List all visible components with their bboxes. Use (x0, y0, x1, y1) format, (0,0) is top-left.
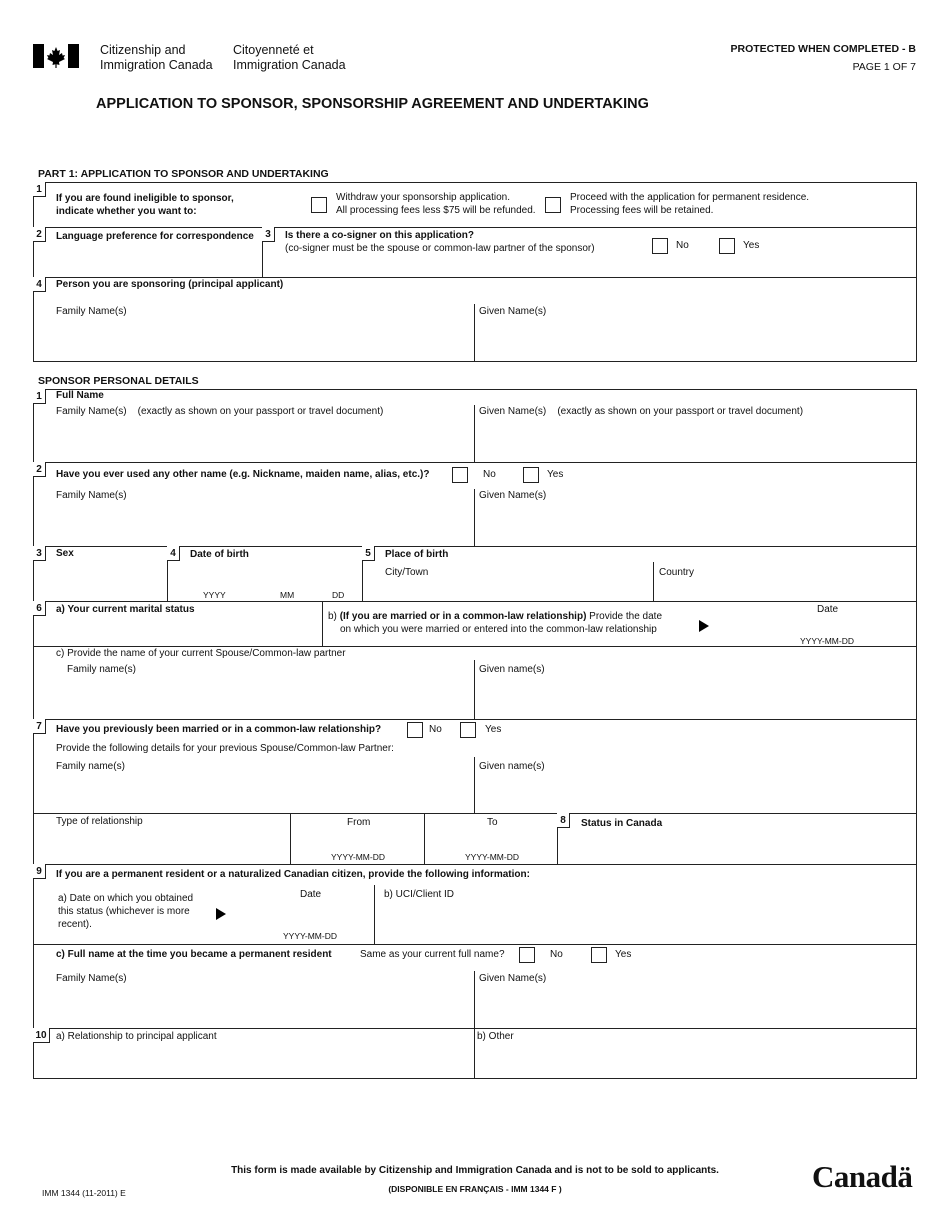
question-number: 9 (33, 864, 46, 879)
spouse-given-input[interactable] (480, 682, 910, 712)
ineligible-label-line1: If you are found ineligible to sponsor, (56, 193, 234, 204)
relationship-type-label: Type of relationship (56, 816, 143, 827)
prev-given-input[interactable] (480, 778, 910, 808)
prev-family-label: Family name(s) (56, 761, 125, 772)
relationship-pa-label: a) Relationship to principal applicant (56, 1031, 217, 1042)
status-canada-label: Status in Canada (581, 818, 663, 829)
prev-family-input[interactable] (40, 778, 468, 808)
sponsor-family-label: Family Name(s) (exactly as shown on your passport or travel document) (56, 406, 384, 417)
protected-label: PROTECTED WHEN COMPLETED - B (730, 43, 916, 55)
sponsor-heading: SPONSOR PERSONAL DETAILS (38, 375, 199, 387)
pr-family-input[interactable] (40, 990, 468, 1020)
marriage-date-question (328, 611, 662, 622)
spouse-family-label: Family name(s) (67, 664, 136, 675)
to-format: YYYY-MM-DD (465, 852, 519, 862)
spouse-family-input[interactable] (40, 682, 468, 712)
question-number: 3 (262, 227, 275, 242)
ineligible-label (56, 192, 234, 218)
question-number: 3 (33, 546, 46, 561)
current-spouse-label: c) Provide the name of your current Spouse/Common-law partner (56, 648, 346, 659)
marital-status-label: a) Your current marital status (56, 604, 195, 615)
previous-marriage-no-label: No (429, 724, 442, 735)
question-number: 1 (33, 182, 46, 197)
cosigner-no-label: No (676, 240, 689, 251)
same-name-yes-label: Yes (615, 949, 632, 960)
cosigner-label: Is there a co-signer on this application? (285, 230, 474, 241)
uci-label: b) UCI/Client ID (384, 889, 455, 900)
question-number: 4 (167, 546, 180, 561)
canada-wordmark: Canadä (812, 1159, 913, 1194)
proceed-option-label (570, 191, 809, 217)
question-number: 8 (557, 813, 570, 828)
sponsor-given-label: Given Name(s) (exactly as shown on your passport or travel document) (479, 406, 804, 417)
spouse-given-label: Given name(s) (479, 664, 545, 675)
part1-heading: PART 1: APPLICATION TO SPONSOR AND UNDERTAKING (38, 168, 329, 180)
marital-status-input[interactable] (40, 622, 316, 642)
pa-family-input[interactable] (40, 325, 468, 355)
cosigner-no-checkbox[interactable] (652, 238, 668, 254)
withdraw-line1: Withdraw your sponsorship application. (336, 192, 510, 203)
marriage-date-format: YYYY-MM-DD (800, 636, 854, 646)
full-name-label: Full Name (56, 390, 104, 401)
same-name-no-label: No (550, 949, 563, 960)
relationship-type-input[interactable] (40, 835, 284, 859)
question-number: 4 (33, 277, 46, 292)
sex-input[interactable] (40, 570, 160, 594)
other-name-no-checkbox[interactable] (452, 467, 468, 483)
pr-date-label (58, 892, 193, 931)
form-id: IMM 1344 (11-2011) E (42, 1188, 126, 1198)
language-label: Language preference for correspondence (56, 231, 254, 242)
department-name-fr (233, 43, 346, 73)
other-name-no-label: No (483, 469, 496, 480)
to-label: To (487, 817, 498, 828)
question-number: 2 (33, 227, 46, 242)
relationship-pa-input[interactable] (40, 1048, 468, 1074)
dept-en-line1: Citizenship and (100, 43, 186, 57)
pr-date-line2: this status (whichever is more (58, 906, 190, 917)
previous-marriage-label: Have you previously been married or in a common-law relationship? (56, 724, 382, 735)
dept-fr-line2: Immigration Canada (233, 58, 346, 72)
sponsor-family-input[interactable] (40, 425, 468, 455)
pa-given-label: Given Name(s) (479, 306, 547, 317)
uci-input[interactable] (384, 905, 910, 935)
sex-label: Sex (56, 548, 74, 559)
relationship-other-label: b) Other (477, 1031, 514, 1042)
pr-date-format: YYYY-MM-DD (283, 931, 337, 941)
principal-applicant-label: Person you are sponsoring (principal applicant) (56, 279, 284, 290)
birth-country-label: Country (659, 567, 695, 578)
dob-dd: DD (332, 590, 345, 600)
dept-fr-line1: Citoyenneté et (233, 43, 314, 57)
other-given-input[interactable] (480, 508, 910, 538)
marriage-b-bold: (If you are married or in a common-law relationship) (339, 611, 587, 622)
question-number: 5 (362, 546, 375, 561)
arrow-right-icon (216, 908, 226, 920)
pr-date-line1: a) Date on which you obtained (58, 893, 194, 904)
other-name-yes-checkbox[interactable] (523, 467, 539, 483)
dob-label: Date of birth (190, 549, 249, 560)
dob-yyyy: YYYY (203, 590, 226, 600)
pr-given-input[interactable] (480, 990, 910, 1020)
arrow-right-icon (699, 620, 709, 632)
question-number: 2 (33, 462, 46, 477)
withdraw-line2: All processing fees less $75 will be refunded. (336, 205, 536, 216)
pr-fullname-label: c) Full name at the time you became a permanent resident (56, 949, 332, 960)
previous-marriage-yes-checkbox[interactable] (460, 722, 476, 738)
other-given-label: Given Name(s) (479, 490, 547, 501)
to-date-input[interactable] (430, 832, 552, 850)
question-number: 7 (33, 719, 46, 734)
sponsor-given-input[interactable] (480, 425, 910, 455)
previous-marriage-no-checkbox[interactable] (407, 722, 423, 738)
dob-mm: MM (280, 590, 295, 600)
pa-family-label: Family Name(s) (56, 306, 127, 317)
form-title: APPLICATION TO SPONSOR, SPONSORSHIP AGREEMENT AND UNDERTAKING (96, 96, 649, 112)
cosigner-yes-label: Yes (743, 240, 760, 251)
department-name-en (100, 43, 213, 73)
other-name-yes-label: Yes (547, 469, 564, 480)
dob-input[interactable] (190, 566, 355, 588)
pr-given-label: Given Name(s) (479, 973, 547, 984)
pr-date-date-label: Date (300, 889, 322, 900)
same-name-no-checkbox[interactable] (519, 947, 535, 963)
birth-place-label: Place of birth (385, 549, 449, 560)
question-number: 1 (33, 389, 46, 404)
status-canada-input[interactable] (565, 836, 910, 858)
page-number: PAGE 1 OF 7 (852, 61, 916, 73)
birth-country-input[interactable] (659, 582, 911, 599)
pr-date-line3: recent). (58, 919, 92, 930)
footer-french: (DISPONIBLE EN FRANÇAIS - IMM 1344 F ) (388, 1184, 562, 1194)
ineligible-label-line2: indicate whether you want to: (56, 206, 197, 217)
question-number: 10 (33, 1028, 50, 1043)
marriage-date-line2: on which you were married or entered into the common-law relationship (340, 624, 657, 635)
proceed-line1: Proceed with the application for permanent residence. (570, 192, 810, 203)
marriage-b-rest: Provide the date (586, 611, 663, 622)
language-input[interactable] (40, 250, 255, 270)
pr-date-input[interactable] (240, 906, 368, 926)
previous-partner-instruction: Provide the following details for your previous Spouse/Common-law Partner: (56, 743, 394, 754)
prev-given-label: Given name(s) (479, 761, 545, 772)
pr-info-label: If you are a permanent resident or a naturalized Canadian citizen, provide the following information: (56, 869, 530, 880)
other-family-label: Family Name(s) (56, 490, 127, 501)
from-date-input[interactable] (296, 832, 418, 850)
withdraw-checkbox[interactable] (311, 197, 327, 213)
same-name-yes-checkbox[interactable] (591, 947, 607, 963)
question-number: 6 (33, 601, 46, 616)
marriage-date-label: Date (817, 604, 839, 615)
same-name-label: Same as your current full name? (360, 949, 505, 960)
other-family-input[interactable] (40, 508, 468, 538)
withdraw-option-label (336, 191, 536, 217)
previous-marriage-yes-label: Yes (485, 724, 502, 735)
from-label: From (347, 817, 371, 828)
marriage-b-prefix: b) (328, 611, 337, 622)
pa-given-input[interactable] (480, 325, 910, 355)
canada-flag-icon (33, 44, 79, 68)
marriage-date-input[interactable] (790, 617, 910, 635)
relationship-other-input[interactable] (480, 1048, 910, 1074)
dept-en-line2: Immigration Canada (100, 58, 213, 72)
proceed-line2: Processing fees will be retained. (570, 205, 714, 216)
other-name-label: Have you ever used any other name (e.g. Nickname, maiden name, alias, etc.)? (56, 469, 430, 480)
cosigner-yes-checkbox[interactable] (719, 238, 735, 254)
footer-notice: This form is made available by Citizenship and Immigration Canada and is not to be sold to applicants. (231, 1165, 719, 1176)
pr-family-label: Family Name(s) (56, 973, 127, 984)
birth-city-label: City/Town (385, 567, 429, 578)
proceed-checkbox[interactable] (545, 197, 561, 213)
from-format: YYYY-MM-DD (331, 852, 385, 862)
birth-city-input[interactable] (385, 582, 647, 599)
cosigner-note: (co-signer must be the spouse or common-law partner of the sponsor) (285, 243, 595, 254)
